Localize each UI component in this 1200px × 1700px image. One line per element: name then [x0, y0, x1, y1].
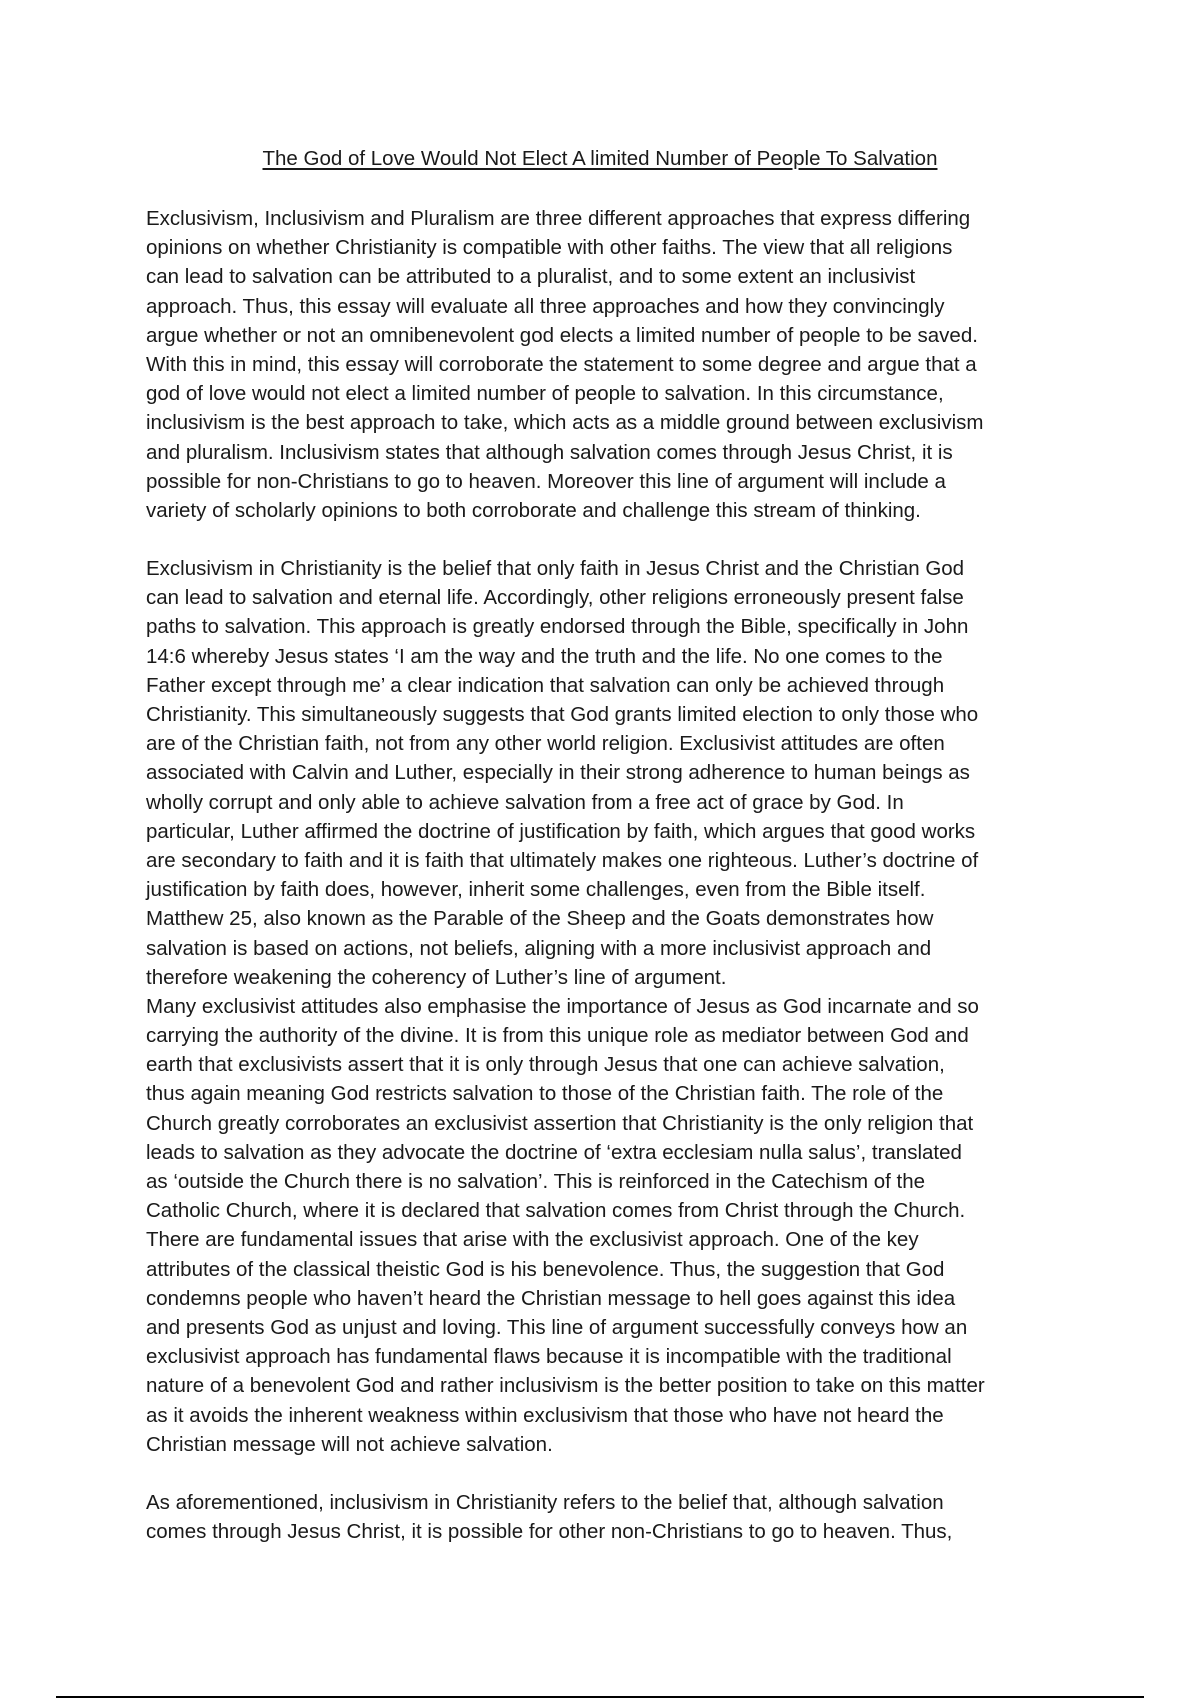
text-line: particular, Luther affirmed the doctrine of justification by faith, which argues that good works [146, 819, 976, 843]
text-line: leads to salvation as they advocate the doctrine of ‘extra ecclesiam nulla salus’, translated [146, 1140, 962, 1164]
text-line: attributes of the classical theistic God is his benevolence. Thus, the suggestion that God [146, 1257, 945, 1281]
paragraph-exclusivist-attitudes [146, 992, 1076, 1459]
text-line: comes through Jesus Christ, it is possible for other non-Christians to go to heaven. Thus, [146, 1520, 953, 1544]
text-line: opinions on whether Christianity is compatible with other faiths. The view that all religions [146, 236, 953, 260]
text-line: wholly corrupt and only able to achieve salvation from a free act of grace by God. In [146, 790, 904, 814]
text-line: can lead to salvation and eternal life. Accordingly, other religions erroneously present false [146, 586, 964, 610]
paragraph-spacer [146, 1459, 1076, 1488]
paragraph-inclusivism [146, 1488, 1076, 1546]
text-line: can lead to salvation can be attributed to a pluralist, and to some extent an inclusivist [146, 265, 916, 289]
text-line: condemns people who haven’t heard the Christian message to hell goes against this idea [146, 1286, 956, 1310]
text-line: and presents God as unjust and loving. This line of argument successfully conveys how an [146, 1315, 968, 1339]
text-line: nature of a benevolent God and rather inclusivism is the better position to take on this matter [146, 1374, 985, 1398]
text-line: possible for non-Christians to go to heaven. Moreover this line of argument will include a [146, 469, 946, 493]
essay-title: The God of Love Would Not Elect A limited Number of People To Salvation [262, 147, 938, 170]
text-line: exclusivist approach has fundamental flaws because it is incompatible with the traditional [146, 1345, 952, 1369]
text-line: are of the Christian faith, not from any other world religion. Exclusivist attitudes are often [146, 732, 945, 756]
text-line: god of love would not elect a limited number of people to salvation. In this circumstance, [146, 382, 944, 406]
text-line: As aforementioned, inclusivism in Christianity refers to the belief that, although salvation [146, 1490, 944, 1514]
text-line: thus again meaning God restricts salvation to those of the Christian faith. The role of the [146, 1082, 944, 1106]
essay-body [146, 204, 1076, 1546]
text-line: paths to salvation. This approach is greatly endorsed through the Bible, specifically in John [146, 615, 969, 639]
text-line: argue whether or not an omnibenevolent god elects a limited number of people to be saved. [146, 323, 978, 347]
text-line: inclusivism is the best approach to take, which acts as a middle ground between exclusivism [146, 411, 984, 435]
text-line: Catholic Church, where it is declared that salvation comes from Christ through the Church. [146, 1199, 966, 1223]
text-line: and pluralism. Inclusivism states that although salvation comes through Jesus Christ, it is [146, 440, 953, 464]
text-line: Christian message will not achieve salvation. [146, 1432, 553, 1456]
text-line: Exclusivism, Inclusivism and Pluralism are three different approaches that express differing [146, 207, 971, 230]
paragraph-exclusivism [146, 554, 1076, 992]
text-line: Christianity. This simultaneously suggests that God grants limited election to only those who [146, 703, 979, 726]
text-line: 14:6 whereby Jesus states ‘I am the way and the truth and the life. No one comes to the [146, 644, 943, 668]
text-line: are secondary to faith and it is faith that ultimately makes one righteous. Luther’s doctrine of [146, 848, 979, 872]
text-line: With this in mind, this essay will corroborate the statement to some degree and argue that a [146, 352, 977, 376]
paragraph-spacer [146, 525, 1076, 554]
text-line: Exclusivism in Christianity is the belief that only faith in Jesus Christ and the Christian God [146, 557, 965, 581]
text-line: therefore weakening the coherency of Luther’s line of argument. [146, 965, 727, 989]
text-line: justification by faith does, however, inherit some challenges, even from the Bible itself. [146, 878, 926, 902]
text-line: associated with Calvin and Luther, especially in their strong adherence to human beings as [146, 761, 970, 785]
text-line: salvation is based on actions, not beliefs, aligning with a more inclusivist approach and [146, 936, 932, 960]
text-line: Many exclusivist attitudes also emphasise the importance of Jesus as God incarnate and so [146, 994, 979, 1018]
text-line: Matthew 25, also known as the Parable of the Sheep and the Goats demonstrates how [146, 907, 934, 931]
text-line: approach. Thus, this essay will evaluate all three approaches and how they convincingly [146, 294, 945, 318]
text-line: Church greatly corroborates an exclusivist assertion that Christianity is the only religion that [146, 1111, 974, 1135]
text-line: earth that exclusivists assert that it is only through Jesus that one can achieve salvation, [146, 1053, 945, 1077]
paragraph-introduction [146, 204, 1076, 525]
text-line: variety of scholarly opinions to both corroborate and challenge this stream of thinking. [146, 498, 921, 522]
text-line: as ‘outside the Church there is no salvation’. This is reinforced in the Catechism of the [146, 1170, 926, 1193]
text-line: as it avoids the inherent weakness within exclusivism that those who have not heard the [146, 1403, 944, 1427]
footer-divider [56, 1696, 1144, 1698]
text-line: Father except through me’ a clear indication that salvation can only be achieved through [146, 673, 945, 697]
text-line: carrying the authority of the divine. It is from this unique role as mediator between God and [146, 1024, 969, 1048]
text-line: There are fundamental issues that arise with the exclusivist approach. One of the key [146, 1228, 919, 1252]
